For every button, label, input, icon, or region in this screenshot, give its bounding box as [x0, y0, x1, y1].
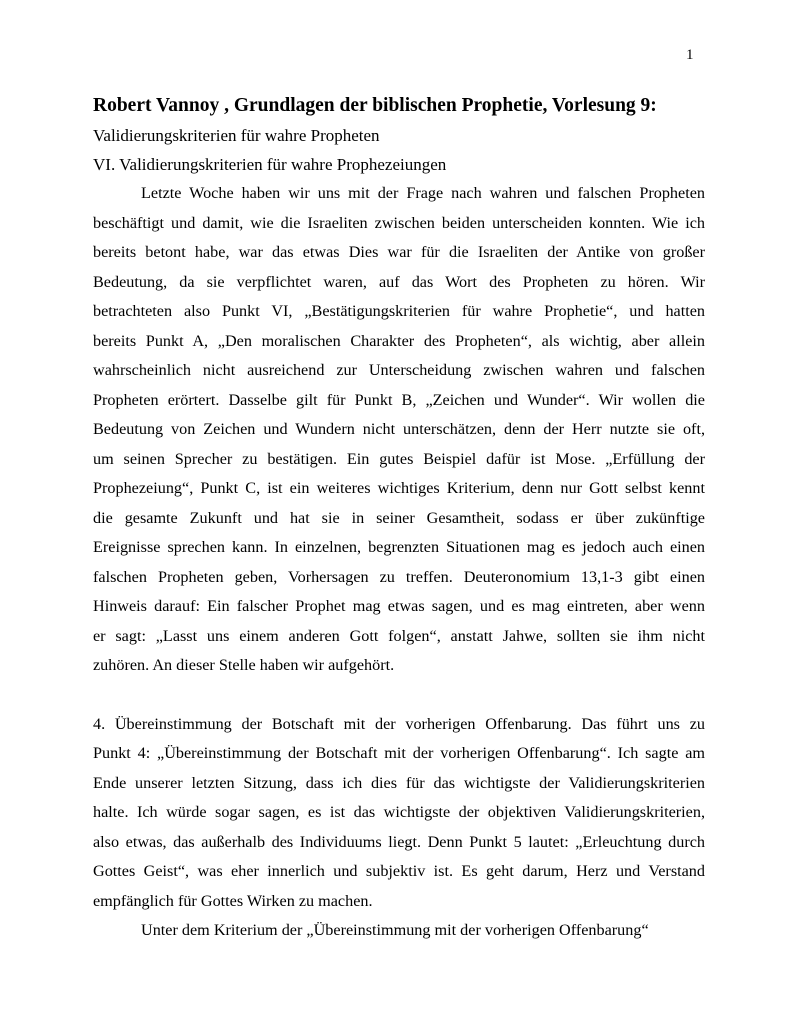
- paragraph: [93, 710, 705, 917]
- paragraph: [93, 916, 705, 946]
- text-line: Gottes Geist“, was eher innerlich und subjektiv ist. Es geht darum, Herz und Verstand: [93, 862, 705, 880]
- page-number: 1: [686, 47, 694, 63]
- text-line: Ereignisse sprechen kann. In einzelnen, begrenzten Situationen mag es jedoch auch einen: [93, 538, 705, 556]
- section-heading: VI. Validierungskriterien für wahre Prophezeiungen: [93, 155, 447, 174]
- text-line: Prophezeiung“, Punkt C, ist ein weiteres wichtiges Kriterium, denn nur Gott selbst kennt: [93, 479, 705, 497]
- text-line: halte. Ich würde sogar sagen, es ist das wichtigste der objektiven Validierungskriterien,: [93, 803, 705, 821]
- text-line: bereits Punkt A, „Den moralischen Charakter des Propheten“, als wichtig, aber allein: [93, 331, 705, 350]
- text-line: betrachteten also Punkt VI, „Bestätigungskriterien für wahre Prophetie“, und hatten: [93, 302, 705, 320]
- text-line: beschäftigt und damit, wie die Israeliten zwischen beiden unterscheiden konnten. Wie ich: [93, 213, 705, 232]
- document-subtitle: Validierungskriterien für wahre Propheten: [93, 126, 380, 145]
- text-line: Bedeutung, da sie verpflichtet waren, auf das Wort des Propheten zu hören. Wir: [93, 272, 705, 291]
- text-line: Bedeutung von Zeichen und Wundern nicht unterschätzen, denn der Herr nutzte sie oft,: [93, 420, 705, 438]
- document-body: [93, 91, 705, 946]
- text-line: Ende unserer letzten Sitzung, dass ich dies für das wichtigste der Validierungskriterien: [93, 773, 705, 792]
- text-line: die gesamte Zukunft und hat sie in seiner Gesamtheit, sodass er über zukünftige: [93, 508, 705, 527]
- text-line: falschen Propheten geben, Vorhersagen zu treffen. Deuteronomium 13,1-3 gibt einen: [93, 567, 705, 586]
- text-line: Hinweis darauf: Ein falscher Prophet mag etwas sagen, und es mag eintreten, aber wenn: [93, 597, 705, 615]
- text-line: Unter dem Kriterium der „Übereinstimmung mit der vorherigen Offenbarung“: [141, 921, 649, 939]
- document-title: Robert Vannoy , Grundlagen der biblischen Prophetie, Vorlesung 9:: [93, 95, 657, 116]
- paragraph: [93, 179, 705, 681]
- text-line: 4. Übereinstimmung der Botschaft mit der vorherigen Offenbarung. Das führt uns zu: [93, 714, 705, 733]
- text-line: er sagt: „Lasst uns einem anderen Gott folgen“, anstatt Jahwe, sollten sie ihm nicht: [93, 626, 705, 645]
- text-line: um seinen Sprecher zu bestätigen. Ein gutes Beispiel dafür ist Mose. „Erfüllung der: [93, 449, 705, 468]
- text-line: Propheten erörtert. Dasselbe gilt für Punkt B, „Zeichen und Wunder“. Wir wollen die: [93, 390, 705, 409]
- text-line: Letzte Woche haben wir uns mit der Frage nach wahren und falschen Propheten: [141, 184, 705, 202]
- paragraph-spacer: [93, 681, 705, 710]
- text-line: zuhören. An dieser Stelle haben wir aufgehört.: [93, 656, 395, 674]
- text-line: empfänglich für Gottes Wirken zu machen.: [93, 891, 373, 910]
- text-line: wahrscheinlich nicht ausreichend zur Unterscheidung zwischen wahren und falschen: [93, 361, 705, 379]
- text-line: Punkt 4: „Übereinstimmung der Botschaft mit der vorherigen Offenbarung“. Ich sagte am: [93, 744, 705, 762]
- text-line: bereits betont habe, war das etwas Dies war für die Israeliten der Antike von großer: [93, 243, 705, 261]
- text-line: also etwas, das außerhalb des Individuums liegt. Denn Punkt 5 lautet: „Erleuchtung durch: [93, 832, 705, 851]
